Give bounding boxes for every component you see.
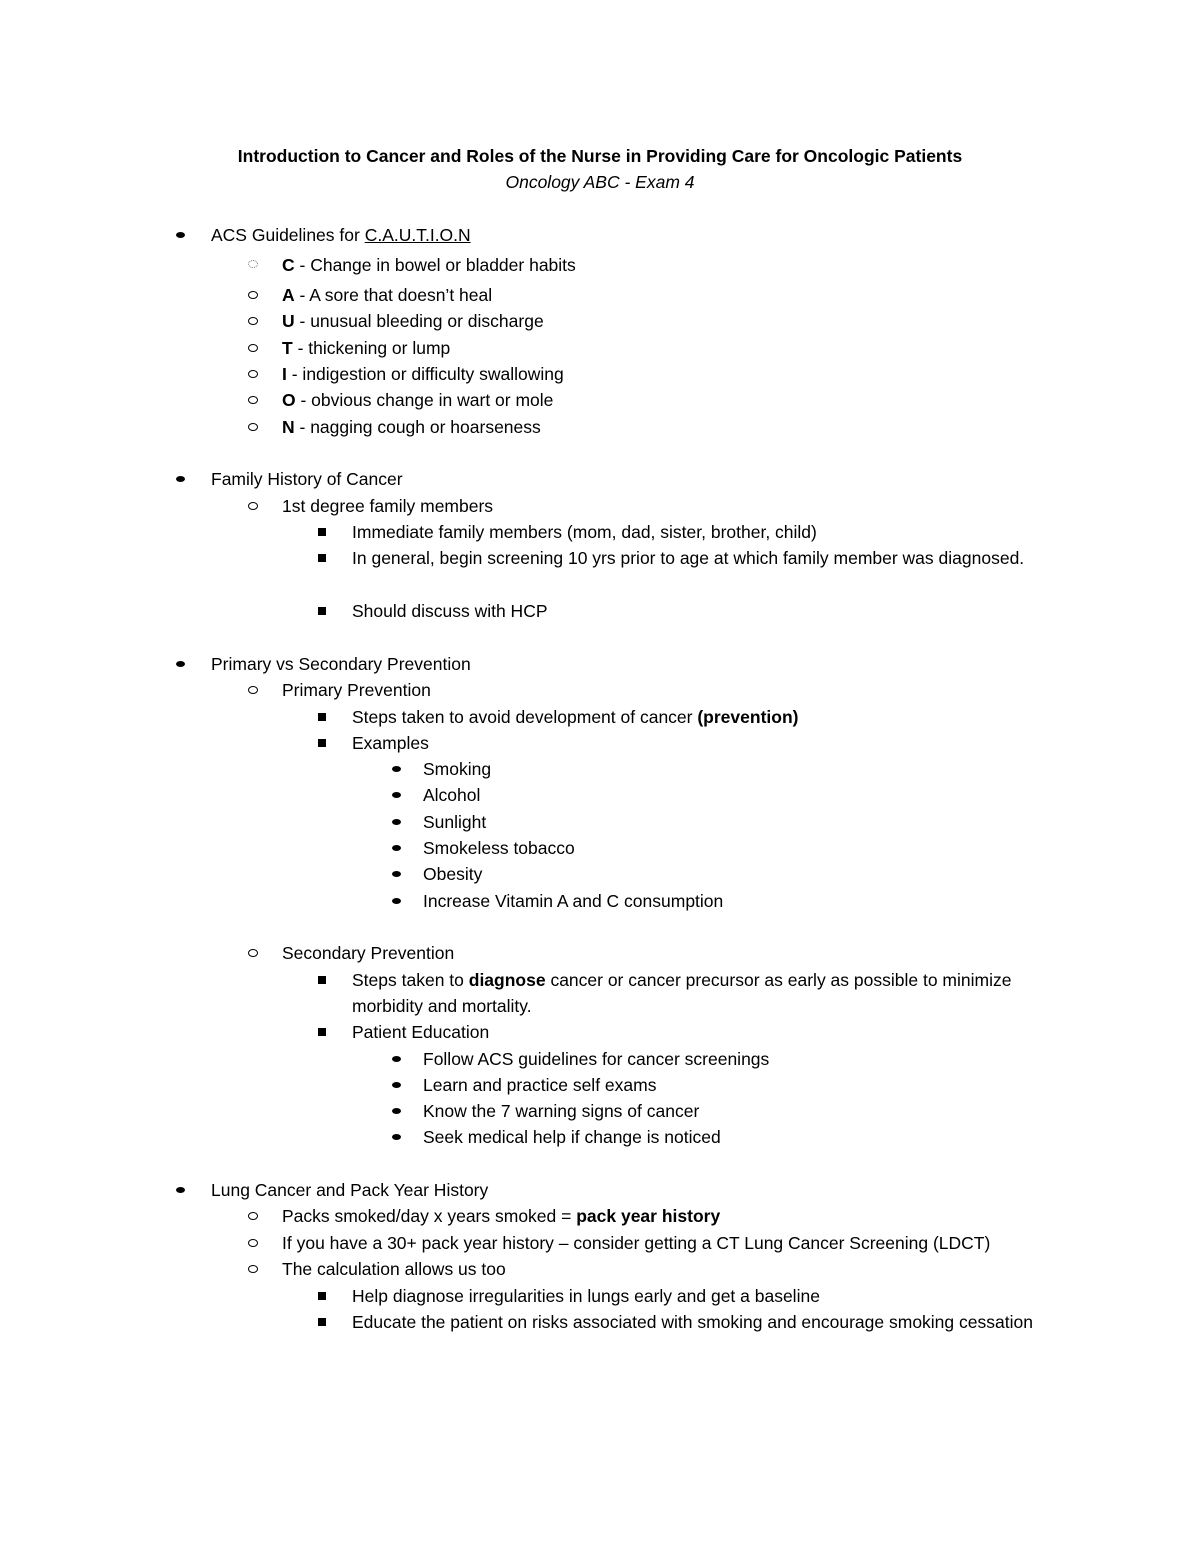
document-subtitle: Oncology ABC - Exam 4 [505,172,695,192]
primary-steps: Steps taken to avoid development of cancer (prevention) [352,707,799,727]
bullet-disc-icon [392,792,401,798]
bullet-disc-icon [176,1187,185,1193]
bullet-square-icon [318,1318,326,1326]
patient-education-label: Patient Education [352,1022,490,1042]
bullet-square-icon [318,554,326,562]
document-title: Introduction to Cancer and Roles of the Nurse in Providing Care for Oncologic Patients [237,146,963,166]
ldct-recommendation: If you have a 30+ pack year history – consider getting a CT Lung Cancer Screening (LDCT) [282,1233,991,1253]
caution-item-a: A - A sore that doesn’t heal [282,285,493,305]
primary-prevention-label: Primary Prevention [282,680,431,700]
education-item: Know the 7 warning signs of cancer [423,1101,700,1121]
example-item: Increase Vitamin A and C consumption [423,891,724,911]
caution-item-i: I - indigestion or difficulty swallowing [282,364,564,384]
bullet-disc-icon [392,1082,401,1088]
example-item: Sunlight [423,812,487,832]
calculation-point: Educate the patient on risks associated with smoking and encourage smoking cessation [352,1312,1033,1332]
bullet-square-icon [318,1028,326,1036]
bullet-square-icon [318,528,326,536]
section-heading-prevention: Primary vs Secondary Prevention [211,654,471,674]
heading-text: ACS Guidelines for [211,225,365,245]
bullet-disc-icon [392,898,401,904]
calculation-point: Help diagnose irregularities in lungs early and get a baseline [352,1286,820,1306]
bullet-disc-icon [392,819,401,825]
example-item: Alcohol [423,785,481,805]
bullet-ring-icon [248,317,258,325]
pack-year-formula: Packs smoked/day x years smoked = pack year history [282,1206,721,1226]
bullet-ring-icon [248,344,258,352]
bullet-square-icon [318,1292,326,1300]
caution-item-u: U - unusual bleeding or discharge [282,311,544,331]
secondary-prevention-label: Secondary Prevention [282,943,455,963]
section-heading-caution [211,222,471,248]
bullet-disc-icon [392,845,401,851]
bullet-ring-icon [248,1265,258,1273]
bullet-disc-icon [392,1108,401,1114]
calculation-label: The calculation allows us too [282,1259,506,1279]
bullet-ring-icon [248,1239,258,1247]
caution-item-t: T - thickening or lump [282,338,451,358]
education-item: Follow ACS guidelines for cancer screenings [423,1049,770,1069]
bullet-ring-icon [248,260,258,268]
bullet-disc-icon [392,1134,401,1140]
bullet-ring-icon [248,370,258,378]
bullet-disc-icon [392,1056,401,1062]
bullet-ring-icon [248,502,258,510]
bullet-ring-icon [248,291,258,299]
example-item: Smoking [423,759,492,779]
primary-examples-label: Examples [352,733,429,753]
family-point: Should discuss with HCP [352,601,548,621]
secondary-steps: Steps taken to diagnose cancer or cancer precursor as early as possible to minimize morbidity and mortality. [352,970,1012,1016]
caution-item-n: N - nagging cough or hoarseness [282,417,541,437]
bullet-disc-icon [176,661,185,667]
bullet-square-icon [318,713,326,721]
bullet-ring-icon [248,686,258,694]
section-heading-family-history: Family History of Cancer [211,469,403,489]
bullet-ring-icon [248,396,258,404]
bullet-disc-icon [176,476,185,482]
caution-item-c: C - Change in bowel or bladder habits [282,255,576,275]
education-item: Learn and practice self exams [423,1075,657,1095]
caution-acronym: C.A.U.T.I.O.N [364,225,471,245]
bullet-ring-icon [248,949,258,957]
family-point: Immediate family members (mom, dad, sister, brother, child) [352,522,817,542]
section-heading-lung-cancer: Lung Cancer and Pack Year History [211,1180,489,1200]
family-sub-first-degree: 1st degree family members [282,496,494,516]
bullet-ring-icon [248,1212,258,1220]
bullet-disc-icon [176,232,185,238]
bullet-square-icon [318,739,326,747]
caution-item-o: O - obvious change in wart or mole [282,390,554,410]
example-item: Smokeless tobacco [423,838,575,858]
education-item: Seek medical help if change is noticed [423,1127,721,1147]
bullet-square-icon [318,976,326,984]
bullet-disc-icon [392,871,401,877]
bullet-ring-icon [248,423,258,431]
example-item: Obesity [423,864,483,884]
bullet-disc-icon [392,766,401,772]
family-point: In general, begin screening 10 yrs prior to age at which family member was diagnosed. [352,548,1025,568]
bullet-square-icon [318,607,326,615]
